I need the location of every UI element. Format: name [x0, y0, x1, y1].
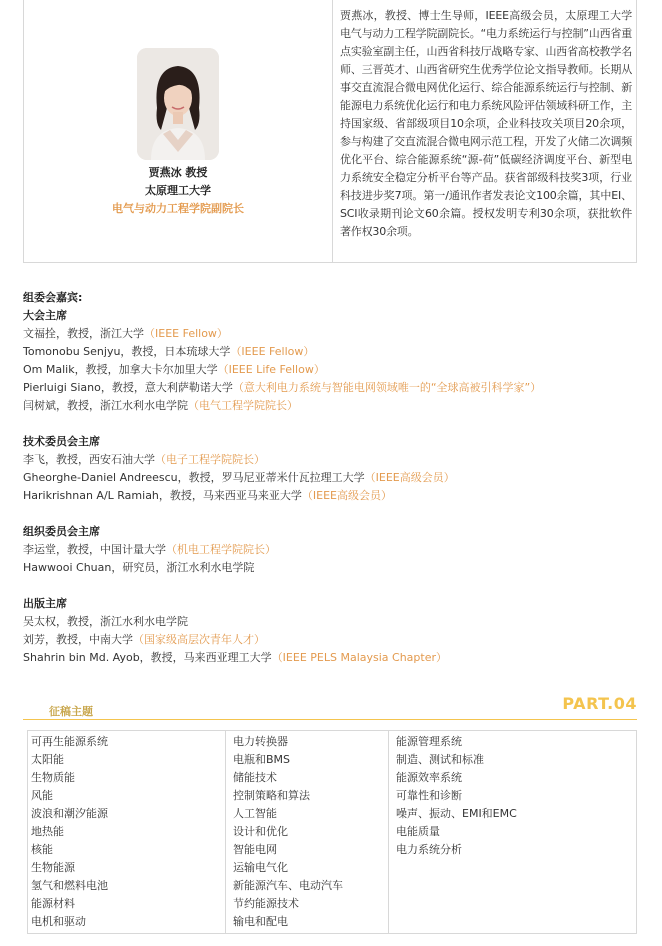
member-note: （IEEE PELS Malaysia Chapter） [271, 651, 448, 664]
topics-column [233, 733, 343, 931]
topic-item: 风能 [31, 789, 53, 802]
member-text: Gheorghe-Daniel Andreescu，教授，罗马尼亚蒂米什瓦拉理工大学 [23, 471, 365, 484]
member-text: 李飞，教授，西安石油大学 [23, 453, 155, 466]
topic-item: 能源管理系统 [396, 735, 462, 748]
member-note: （国家级高层次青年人才） [133, 633, 265, 646]
committee-group [23, 307, 643, 415]
speaker-organization: 太原理工大学 [145, 184, 211, 197]
member-line [23, 487, 643, 505]
column-divider [225, 731, 226, 933]
themes-title: 征稿主题 [49, 705, 93, 718]
topic-item: 制造、测试和标准 [396, 753, 484, 766]
topic-item: 可再生能源系统 [31, 735, 108, 748]
topic-item: 太阳能 [31, 753, 64, 766]
member-text: Om Malik，教授，加拿大卡尔加里大学 [23, 363, 218, 376]
member-text: Harikrishnan A/L Ramiah，教授，马来西亚马来亚大学 [23, 489, 302, 502]
member-note: （IEEE高级会员） [301, 489, 393, 502]
topic-item: 新能源汽车、电动汽车 [233, 879, 343, 892]
header-rule [23, 719, 637, 720]
member-line [23, 541, 643, 559]
themes-header [23, 692, 637, 722]
topics-table [27, 730, 637, 934]
group-title: 技术委员会主席 [23, 435, 100, 448]
member-note: （IEEE Life Fellow） [217, 363, 325, 376]
member-line [23, 397, 643, 415]
member-note: （电子工程学院院长） [155, 453, 265, 466]
member-line [23, 451, 643, 469]
member-note: （意大利电力系统与智能电网领域唯一的“全球高被引科学家”） [232, 381, 542, 394]
member-note: （机电工程学院院长） [166, 543, 276, 556]
committee-guests [23, 289, 643, 685]
topic-item: 核能 [31, 843, 53, 856]
speaker-role: 电气与动力工程学院副院长 [112, 202, 244, 215]
topic-item: 设计和优化 [233, 825, 288, 838]
topic-item: 生物能源 [31, 861, 75, 874]
topic-item: 能源材料 [31, 897, 75, 910]
member-line [23, 361, 643, 379]
group-title: 出版主席 [23, 597, 67, 610]
topic-item: 智能电网 [233, 843, 277, 856]
guests-title: 组委会嘉宾: [23, 291, 83, 304]
topic-item: 节约能源技术 [233, 897, 299, 910]
member-text: 闫树斌，教授，浙江水利水电学院 [23, 399, 188, 412]
member-line [23, 469, 643, 487]
member-note: （IEEE Fellow） [230, 345, 315, 358]
member-line [23, 325, 643, 343]
member-line [23, 379, 643, 397]
member-note: （IEEE高级会员） [364, 471, 455, 484]
topic-item: 储能技术 [233, 771, 277, 784]
group-title: 大会主席 [23, 309, 67, 322]
topic-item: 噪声、振动、EMI和EMC [396, 807, 517, 820]
speaker-bio: 贾燕冰，教授、博士生导师，IEEE高级会员，太原理工大学电气与动力工程学院副院长。“电力系统运行与控制”山西省重点实验室副主任，山西省科技厅战略专家、山西省高校教学名师、三晋英才、山西省研究生优秀学位论文指导教师。长期从事交直流混合微电网优化运行、综合能源系统运行与控制、新能源电力系统优化运行和电力系统风险评估领域科研工作，主持国家级、省部级项目10余项，企业科技攻关项目20余项，参与构建了交直流混合微电网示范工程，开发了火储二次调频优化平台、综合能源系统“源-荷”低碳经济调度平台、新型电力系统安全稳定分析平台等产品。获省部级科技奖3项，行业科技进步奖7项。第一/通讯作者发表论文100余篇，其中EI、SCI收录期刊论文60余篇。授权发明专利30余项，获批软件著作权30余项。 [340, 9, 632, 238]
topic-item: 能源效率系统 [396, 771, 462, 784]
member-text: Shahrin bin Md. Ayob，教授，马来西亚理工大学 [23, 651, 272, 664]
speaker-name: 贾燕冰 教授 [148, 166, 208, 179]
topic-item: 运输电气化 [233, 861, 288, 874]
topic-item: 电力转换器 [233, 735, 288, 748]
committee-group [23, 595, 643, 667]
topic-item: 控制策略和算法 [233, 789, 310, 802]
column-divider [332, 0, 333, 262]
member-line [23, 649, 643, 667]
topic-item: 可靠性和诊断 [396, 789, 462, 802]
member-text: Pierluigi Siano，教授，意大利萨勒诺大学 [23, 381, 233, 394]
topic-item: 输电和配电 [233, 915, 288, 928]
member-line [23, 343, 643, 361]
speaker-photo [137, 48, 219, 160]
committee-group [23, 523, 643, 577]
topic-item: 人工智能 [233, 807, 277, 820]
member-text: 吴太权，教授，浙江水利水电学院 [23, 615, 188, 628]
topic-item: 电能质量 [396, 825, 440, 838]
topic-item: 生物质能 [31, 771, 75, 784]
member-line [23, 613, 643, 631]
topic-item: 电机和驱动 [31, 915, 86, 928]
speaker-profile-card [23, 0, 637, 263]
member-text: 李运堂，教授，中国计量大学 [23, 543, 166, 556]
committee-group [23, 433, 643, 505]
member-line [23, 559, 643, 577]
group-title: 组织委员会主席 [23, 525, 100, 538]
member-text: Hawwooi Chuan，研究员，浙江水利水电学院 [23, 561, 255, 574]
member-text: 文福拴，教授，浙江大学 [23, 327, 144, 340]
topic-item: 地热能 [31, 825, 64, 838]
topic-item: 电力系统分析 [396, 843, 462, 856]
column-divider [388, 731, 389, 933]
member-note: （电气工程学院院长） [188, 399, 298, 412]
topic-item: 电瓶和BMS [233, 753, 291, 766]
member-text: 刘芳，教授，中南大学 [23, 633, 133, 646]
topics-column [396, 733, 517, 859]
topic-item: 波浪和潮汐能源 [31, 807, 108, 820]
member-text: Tomonobu Senjyu，教授，日本琉球大学 [23, 345, 231, 358]
part-label: PART.04 [562, 694, 637, 713]
topic-item: 氢气和燃料电池 [31, 879, 108, 892]
member-note: （IEEE Fellow） [144, 327, 228, 340]
topics-column [31, 733, 108, 931]
member-line [23, 631, 643, 649]
